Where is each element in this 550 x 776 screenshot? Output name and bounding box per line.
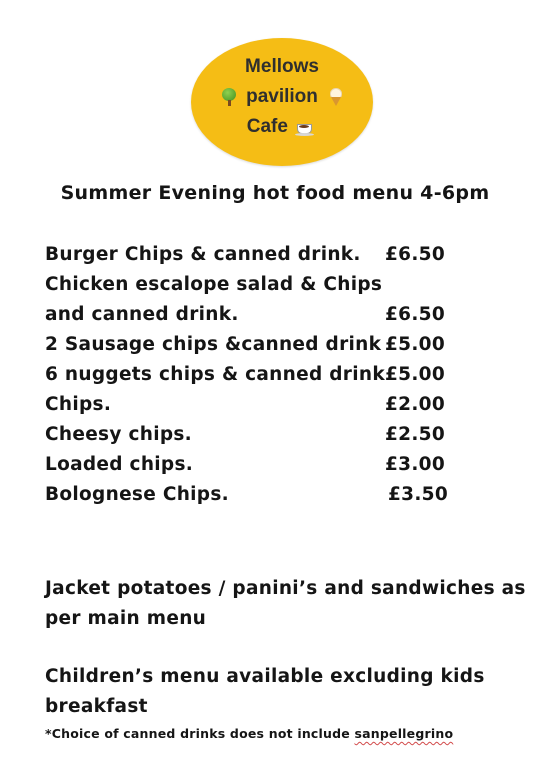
menu-item-name: Cheesy chips. [45, 424, 193, 445]
menu-item-name: Chicken escalope salad & Chips [45, 274, 383, 295]
menu-item-name: Chips. [45, 394, 112, 415]
footnote-text: *Choice of canned drinks does not include [45, 726, 355, 741]
menu-item [45, 390, 465, 420]
logo-pavilion-text: pavilion [246, 86, 318, 107]
tree-icon [221, 88, 237, 106]
cafe-logo [191, 38, 373, 166]
menu-item-name: 6 nuggets chips & canned drink [45, 364, 385, 385]
menu-item-name: Burger Chips & canned drink. [45, 244, 361, 265]
childrens-menu-note [45, 662, 525, 722]
menu-item-price: £2.50 [385, 424, 446, 445]
menu-item-price: £5.00 [385, 334, 446, 355]
jacket-note-line-1: Jacket potatoes / panini’s and sandwiches as [45, 578, 526, 599]
menu-item-price: £2.00 [385, 394, 446, 415]
logo-line-2 [191, 86, 373, 108]
menu-list [45, 240, 465, 510]
menu-item-price: £3.50 [388, 484, 449, 505]
children-note-line-2: breakfast [45, 696, 148, 717]
logo-cafe-text: Cafe [246, 116, 288, 137]
menu-item [45, 420, 465, 450]
logo-name-text: Mellows [245, 56, 319, 77]
menu-item [45, 480, 465, 510]
menu-item-name: and canned drink. [45, 304, 239, 325]
menu-item [45, 360, 465, 390]
menu-item-name: 2 Sausage chips &canned drink [45, 334, 382, 355]
jacket-note-line-2: per main menu [45, 608, 207, 629]
menu-item [45, 330, 465, 360]
menu-item [45, 240, 465, 270]
menu-item-name: Bolognese Chips. [45, 484, 229, 505]
canned-drinks-footnote [45, 726, 453, 741]
logo-line-1 [191, 56, 373, 78]
ice-cream-icon [327, 88, 343, 106]
menu-heading: Summer Evening hot food menu 4-6pm [60, 182, 490, 204]
menu-item [45, 300, 465, 330]
footnote-brand-word: sanpellegrino [354, 726, 454, 741]
menu-item-price: £6.50 [385, 244, 446, 265]
menu-item [45, 270, 465, 300]
children-note-line-1: Children’s menu available excluding kids [45, 666, 485, 687]
coffee-icon [297, 118, 313, 136]
logo-line-3 [191, 116, 373, 138]
menu-item-price: £6.50 [385, 304, 446, 325]
menu-item-name: Loaded chips. [45, 454, 194, 475]
menu-item [45, 450, 465, 480]
menu-item-price: £3.00 [385, 454, 446, 475]
jacket-potatoes-note [45, 574, 525, 634]
menu-item-price: £5.00 [385, 364, 446, 385]
